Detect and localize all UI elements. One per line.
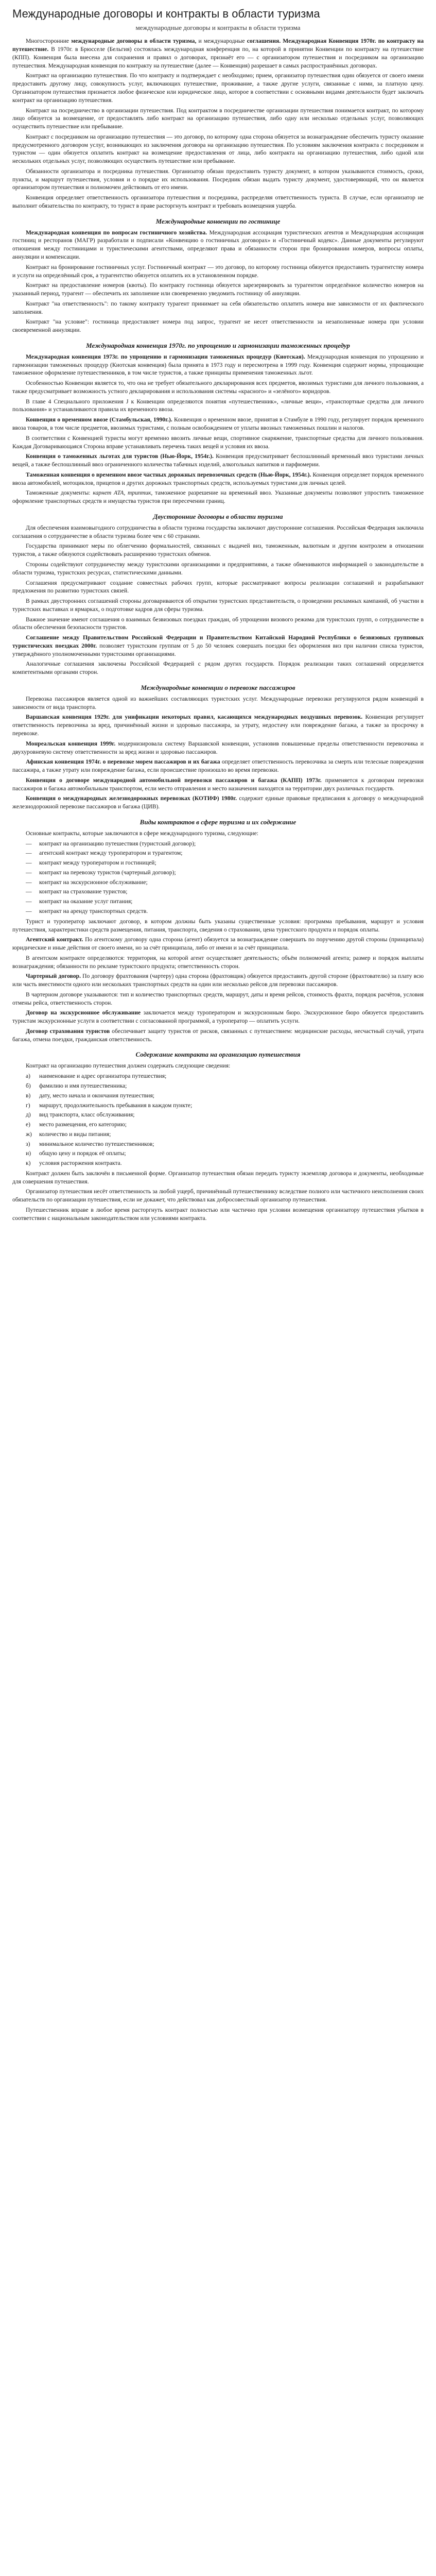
list-marker: а) — [26, 1073, 31, 1080]
list-item — [12, 888, 424, 896]
paragraph — [12, 167, 424, 192]
list-item-text: общую цену и порядок её оплаты; — [39, 1150, 126, 1157]
list-item — [12, 1130, 424, 1139]
text-run: Контракт с посредником на организацию путешествия — это договор, по которому одна сторона обязуется за вознаграждение обеспечить туристу оказание предусмотренного договором услуг, возникающих из заключения договора на организацию путешествия. По условиям заключения контракта с посредником и туристом — один обязуется оплатить контракт на возмещение предоставления от лица, либо контракта на организацию путешествия, либо одной или нескольких отдельных услуг, позволяющих осуществить путешествие или пребывание. — [12, 133, 424, 165]
bold-text: Таможенная конвенция о временном ввозе частных дорожных перевозочных средств (Нью-Йорк, 1954г.). — [26, 471, 313, 478]
list-marker: д) — [26, 1111, 31, 1118]
text-run: Таможенные документы: — [26, 489, 93, 497]
list-marker: — — [26, 850, 32, 857]
paragraph — [12, 972, 424, 989]
list-marker: з) — [26, 1140, 30, 1147]
text-run: Контракт "на условие": гостиница предоставляет номера под запрос, турагент не несет ответственности за незаполненные номера при условии своевременной аннуляции. — [12, 318, 424, 334]
section-heading: Двусторонние договоры в области туризма — [153, 512, 283, 520]
list-item — [12, 1121, 424, 1129]
text-run: Контракт на посредничество в организации путешествия. Под контрактом в посредничестве организации путешествия понимается контракт, по которому лицо обязуется за возмещение, от предоставлять либо контракт на организацию путешествия, либо одну или несколько отдельных услуг, позволяющих осуществить путешествие или пребывание. — [12, 107, 424, 130]
text-run: Контракт должен быть заключён в письменной форме. Организатор путешествия обязан передать туристу экземпляр договора и документы, необходимые для совершения путешествия. — [12, 1170, 424, 1185]
list-marker: — — [26, 908, 32, 914]
document-body — [12, 37, 424, 1222]
text-run: Аналогичные соглашения заключены Российской Федерацией с рядом других государств. Порядок реализации таких соглашений определяется компетентными органами сторон. — [12, 660, 424, 676]
list-item — [12, 849, 424, 857]
text-run: В 1970г. в Брюсселе (Бельгия) состоялась международная конференция по, на которой в принятии Конвенции по контракту на путешествие (КПП). Конвенция была внесена для сохранения и правил о договорах, признаёт его — с организатором путешествия и посредником на организацию путешествия. Международная конвенция по контракту на путешествие (далее — Конвенция) разрешает в самых распространённых договорах. — [12, 46, 424, 69]
page-title: Международные договоры и контракты в области туризма — [12, 7, 320, 20]
paragraph — [12, 634, 424, 658]
paragraph — [12, 318, 424, 334]
paragraph — [12, 1170, 424, 1186]
bold-text: Договор страхования туристов — [26, 1027, 112, 1035]
list-item — [12, 1082, 424, 1090]
text-run: В чартерном договоре указываются: тип и количество транспортных средств, маршрут, даты и время рейсов, стоимость фрахта, порядок расчётов, условия отмены рейса, ответственность сторон. — [12, 991, 424, 1006]
bullet-list — [12, 1072, 424, 1167]
paragraph — [12, 1206, 424, 1223]
paragraph — [12, 471, 424, 487]
text-run: По договору фрахтования (чартеру) одна сторона (фрахтовщик) обязуется предоставить другой стороне (фрахтователю) за плату всю или часть вместимости одного или нескольких транспортных средств на один или несколько рейсов для перевозки пассажиров. — [12, 973, 424, 988]
text-run: В соответствии с Конвенцией туристы могут временно ввозить личные вещи, спортивное снаряжение, транспортные средства для личного пользования. Каждая Договаривающаяся Сторона вправе устанавливать перечень таких вещей и условия их ввоза. — [12, 434, 424, 450]
list-item-text: вид транспорта, класс обслуживания; — [39, 1111, 135, 1118]
text-run: Контракт на бронирование гостиничных услуг. Гостиничный контракт — это договор, по которому гостиница обязуется предоставить турагентству номера и услуги на определённый срок, а турагентство обязуется оплатить их в установленном порядке. — [12, 263, 424, 279]
text-run: Международная ассоциация туристических агентов и Международная ассоциация гостиниц и ресторанов (МАГР) разработали и подписали «Конвенцию о гостиничных договорах» и «Гостиничный кодекс». Данные документы регулируют отношения между гостиницами и туристическими агентствами, определяют права и обязанности сторон при бронировании номеров, вопросы оплаты, аннуляции и компенсации. — [12, 229, 424, 260]
list-item — [12, 878, 424, 887]
text-run: Турист и туроператор заключают договор, в котором должны быть указаны существенные условия: программа пребывания, маршрут и условия путешествия, характеристики средств размещения, питания, транспорта, сведения о страховании, цена туристского продукта и порядок оплаты. — [12, 918, 424, 933]
list-marker: — — [26, 878, 32, 886]
text-run: Международная конвенция по упрощению и гармонизации таможенных процедур (Киотская конвенция) была принята в 1973 году и пересмотрена в 1999 году. Конвенция содержит нормы, упрощающие таможенное оформление путешественников, в том числе туристов, а также принципы применения таможенных льгот. — [12, 353, 424, 377]
list-marker: ж) — [26, 1130, 32, 1138]
list-item — [12, 1092, 424, 1100]
bold-text: Агентский контракт. — [26, 936, 85, 943]
text-run: Конвенция определяет порядок временного ввоза автомобилей, мотоциклов, прицепов и других дорожных транспортных средств, используемых туристами для личных целей. — [12, 471, 424, 486]
list-marker: — — [26, 898, 32, 905]
paragraph — [12, 1062, 424, 1070]
list-item — [12, 859, 424, 867]
list-marker: к) — [26, 1160, 31, 1167]
list-marker: — — [26, 869, 32, 876]
text-run: Соглашения предусматривают создание совместных рабочих групп, которые рассматривают вопросы реализации соглашений и разрабатывают предложения по развитию туристских связей. — [12, 579, 424, 595]
bold-text: Международная конвенция 1973г. по упрощению и гармонизации таможенных процедур (Киотская). — [26, 353, 307, 360]
list-item — [12, 907, 424, 916]
paragraph — [12, 740, 424, 756]
text-run: Контракт на предоставление номеров (квоты). По контракту гостиница обязуется зарезервировать за турагентом определённое количество номеров на указанный период, турагент — обеспечить их заполнение или своевременно уведомить гостиницу об аннуляции. — [12, 282, 424, 297]
paragraph — [12, 524, 424, 540]
text-run: Особенностью Конвенции является то, что она не требует обязательного декларирования всех предметов, ввозимых туристами для личного пользования, а также предусматривает возможность устного декларирования и использования системы «красного» и «зелёного» коридоров. — [12, 380, 424, 395]
bold-text: соглашения. Международная Конвенция 1970г. по контракту на путешествие. — [12, 38, 424, 53]
text-run: таможенное разрешение на временный ввоз. Указанные документы позволяют упростить таможенное оформление транспортных средств и имущества туристов при пересечении границ. — [12, 489, 424, 505]
paragraph — [12, 133, 424, 165]
paragraph — [12, 379, 424, 396]
bold-text: Соглашение между Правительством Российской Федерации и Правительством Китайской Народной Республики о безвизовых групповых туристических поездках 2000г. — [12, 634, 424, 649]
bold-text: международные договоры в области туризма, — [71, 38, 197, 45]
list-marker: г) — [26, 1101, 30, 1109]
list-item-text: фамилию и имя путешественника; — [39, 1082, 127, 1090]
list-item-text: маршрут, продолжительность пребывания в каждом пункте; — [39, 1101, 193, 1109]
section-heading: Виды контрактов в сфере туризма и их содержание — [139, 818, 297, 826]
paragraph — [12, 281, 424, 298]
paragraph — [12, 416, 424, 432]
bold-text: Чартерный договор. — [26, 973, 83, 980]
bold-text: Конвенция о договоре международной автомобильной перевозки пассажиров и багажа (КАПП) 1973г. — [26, 776, 325, 784]
text-run: Обязанности организатора и посредника путешествия. Организатор обязан предоставить туристу документ, в котором указываются стоимость, сроки, пункты, и маршрут путешествия, условия и о порядке их использования. Посредник обязан выдать туристу документ, удостоверяющий, что он является организатором путешествия и полномочен действовать от его имени. — [12, 167, 424, 191]
paragraph — [12, 695, 424, 711]
text-run: Перевозка пассажиров является одной из важнейших составляющих туристских услуг. Международные перевозки регулируются рядом конвенций в зависимости от вида транспорта. — [12, 695, 424, 710]
paragraph — [12, 542, 424, 558]
list-item-text: контракт на оказание услуг питания; — [39, 898, 133, 905]
list-marker: — — [26, 888, 32, 895]
text-run: позволяет туристским группам от 5 до 50 человек совершать поездки без оформления виз при наличии списка туристов, утверждённого уполномоченными туристскими организациями. — [12, 642, 424, 657]
text-run: Конвенция о временном ввозе, принятая в Стамбуле в 1990 году, регулирует порядок временного ввоза товаров, в том числе предметов, ввозимых туристами, с полным освобождением от уплаты ввозных таможенных пошлин и налогов. — [12, 416, 424, 432]
paragraph — [12, 597, 424, 614]
bullet-list — [12, 840, 424, 916]
paragraph — [12, 991, 424, 1007]
text-run: обеспечивает защиту туристов от рисков, связанных с путешествием: медицинские расходы, несчастный случай, утрата багажа, отмена поездки, гражданская ответственность. — [12, 1027, 424, 1043]
bold-text: Монреальская конвенция 1999г. — [26, 740, 118, 747]
section-heading: Международные конвенции по гостинице — [155, 217, 281, 225]
text-run: В рамках двусторонних соглашений стороны договариваются об открытии туристских представительств, о проведении рекламных кампаний, об участии в туристских выставках и ярмарках, о подготовке кадров для сферы туризма. — [12, 598, 424, 613]
text-run: Государства принимают меры по облегчению формальностей, связанных с выдачей виз, таможенным, валютным и другим контролем в отношении туристов, а также обязуются содействовать расширению туристских обменов. — [12, 543, 424, 558]
list-item-text: количество и виды питания; — [39, 1130, 111, 1138]
text-run: Контракт на организацию путешествия должен содержать следующие сведения: — [26, 1062, 231, 1070]
list-marker: — — [26, 859, 32, 867]
list-item — [12, 1111, 424, 1119]
list-item-text: контракт на экскурсионное обслуживание; — [39, 878, 148, 886]
list-item-text: агентский контракт между туроператором и турагентом; — [39, 850, 183, 857]
text-run: Организатор путешествия несёт ответственность за любой ущерб, причинённый путешественнику вследствие полного или частичного неисполнения своих обязательств по организации путешествия, если не докажет, что действовал как добросовестный организатор путешествия. — [12, 1188, 424, 1204]
bold-text: Конвенция о международных железнодорожных перевозках (КОТИФ) 1980г. — [26, 795, 239, 802]
section-heading: Международные конвенции о перевозке пассажиров — [141, 683, 295, 691]
text-run: Для обеспечения взаимовыгодного сотрудничества в области туризма государства заключают двусторонние соглашения. Российская Федерация заключила соглашения о сотрудничестве в области туризма более чем с 60 странами. — [12, 524, 424, 539]
list-item-text: контракт на перевозку туристов (чартерный договор); — [39, 869, 176, 876]
list-item-text: контракт на организацию путешествия (туристский договор); — [39, 840, 196, 847]
paragraph — [12, 660, 424, 676]
paragraph — [12, 561, 424, 577]
paragraph — [12, 794, 424, 811]
text-run: и международные — [196, 38, 247, 45]
paragraph — [12, 936, 424, 952]
paragraph — [12, 579, 424, 596]
list-item — [12, 869, 424, 877]
list-item — [12, 1149, 424, 1158]
section-heading: Содержание контракта на организацию путешествия — [135, 1050, 301, 1059]
text-run: заключается между туроператором и экскурсионным бюро. Экскурсионное бюро обязуется предоставить туристам экскурсионные услуги в соответствии с согласованной программой, а туроператор — оплатить услуги. — [12, 1009, 424, 1025]
list-marker: — — [26, 840, 32, 847]
bold-text: Договор на экскурсионное обслуживание — [26, 1009, 144, 1016]
list-item — [12, 1140, 424, 1148]
list-item — [12, 1159, 424, 1167]
text-run: определяет ответственность перевозчика за смерть или телесные повреждения пассажира, а также утрату или повреждение багажа, если происшествие произошло во время перевозки. — [12, 758, 424, 774]
list-item — [12, 897, 424, 906]
list-item-text: минимальное количество путешественников; — [39, 1140, 154, 1147]
paragraph — [12, 918, 424, 934]
text-run: В главе 4 Специального приложения J к Конвенции определяются понятия «путешественник», «личные вещи», «транспортные средства для личного пользования» и устанавливаются правила их временного ввоза. — [12, 398, 424, 413]
paragraph — [12, 263, 424, 280]
text-run: Конвенция определяет ответственность организатора путешествия и посредника, распределяя ответственность туриста. В случае, если организатор не выполнит обязательства по контракту, то турист в праве расторгнуть контракт и требовать возмещения ущерба. — [12, 194, 424, 209]
paragraph — [12, 1027, 424, 1044]
list-item-text: дату, место начала и окончания путешествия; — [39, 1092, 154, 1099]
paragraph — [12, 452, 424, 469]
text-run: Основные контракты, которые заключаются в сфере международного туризма, следующие: — [26, 829, 258, 837]
paragraph — [12, 954, 424, 971]
paragraph — [12, 72, 424, 104]
text-run: модернизировала систему Варшавской конвенции, установив повышенные пределы ответственности перевозчика и двухуровневую систему ответственности за вред жизни и здоровью пассажиров. — [12, 740, 424, 755]
list-item-text: контракт на аренду транспортных средств. — [39, 908, 148, 914]
list-item — [12, 1072, 424, 1080]
bold-text: Афинская конвенция 1974г. о перевозке морем пассажиров и их багажа — [26, 758, 222, 766]
list-item-text: контракт на страхование туристов; — [39, 888, 128, 895]
paragraph — [12, 37, 424, 70]
text-run: Контракт "на ответственность": по такому контракту турагент принимает на себя обязательство оплатить номера вне зависимости от их фактического заполнения. — [12, 300, 424, 315]
text-run: Контракт на организацию путешествия. По что контракту и подтверждает с необходимо; прием, организатор путешествия один обязуется от своего имени предоставить другому лицу, совокупность услуг, включающих путешествие, проживание, а также другие услуги, связанные с ними, за платную цену. Организатором путешествия признается любое физическое или юридическое лицо, которое в соответствии с основными видами деятельности будет заключать контракт на организацию путешествия. — [12, 72, 424, 104]
bold-text: Варшавская конвенция 1929г. для унификации некоторых правил, касающихся международных воздушных перевозок. — [26, 714, 365, 721]
text-run: Стороны содействуют сотрудничеству между туристскими организациями и предприятиями, а также обмениваются информацией о законодательстве в области туризма, туристских ресурсах, статистическими данными. — [12, 561, 424, 576]
list-item-text: контракт между туроператором и гостиницей; — [39, 859, 156, 867]
text-run: По агентскому договору одна сторона (агент) обязуется за вознаграждение совершать по поручению другой стороны (принципала) юридические и иные действия от своего имени, но за счёт принципала, либо от имени и за счёт принципала. — [12, 936, 424, 952]
paragraph — [12, 229, 424, 261]
paragraph — [12, 107, 424, 131]
paragraph — [12, 300, 424, 316]
list-marker: и) — [26, 1150, 31, 1157]
paragraph — [12, 776, 424, 793]
text-run: содержит единые правовые предписания к договору о международной железнодорожной перевозке пассажиров и багажа (ЦИВ). — [12, 795, 424, 810]
paragraph — [12, 758, 424, 774]
paragraph — [12, 353, 424, 377]
list-item-text: условия расторжения контракта. — [39, 1160, 122, 1167]
text-run: Важное значение имеют соглашения о взаимных безвизовых поездках граждан, об упрощении визового режима для туристских групп, о сотрудничестве в области обеспечения безопасности туристов. — [12, 616, 424, 631]
paragraph — [12, 194, 424, 210]
italic-text: триптик, — [128, 489, 155, 497]
paragraph — [12, 434, 424, 451]
text-run: применяется к договорам перевозки пассажиров и багажа автомобильным транспортом, если место отправления и место назначения находятся на территории двух различных государств. — [12, 776, 424, 792]
bold-text: Международная конвенция по вопросам гостиничного хозяйства. — [26, 229, 210, 236]
paragraph — [12, 1188, 424, 1204]
bold-text: Конвенция о таможенных льготах для туристов (Нью-Йорк, 1954г.). — [26, 453, 216, 460]
list-marker: в) — [26, 1092, 31, 1099]
list-marker: б) — [26, 1082, 31, 1090]
paragraph — [12, 489, 424, 505]
paragraph — [12, 398, 424, 414]
paragraph — [12, 616, 424, 632]
text-run: Конвенция предусматривает беспошлинный временный ввоз туристами личных вещей, а также беспошлинный ввоз ограниченного количества табачных изделий, алкогольных напитков и парфюмерии. — [12, 453, 424, 468]
text-run: Конвенция регулирует ответственность перевозчика за вред, причинённый жизни и здоровью пассажира, за утрату, недостачу или повреждение багажа, а также за просрочку в перевозке. — [12, 714, 424, 737]
document-page — [0, 0, 436, 1240]
italic-text: карнет ATA, — [93, 489, 128, 497]
paragraph — [12, 1009, 424, 1025]
bold-text: Конвенция о временном ввозе (Стамбульская, 1990г.). — [26, 416, 175, 423]
list-item — [12, 1101, 424, 1110]
text-run: Путешественник вправе в любое время расторгнуть контракт полностью или частично при условии возмещения организатору путешествия убытков в соответствии с национальным законодательством или условиями контракта. — [12, 1206, 424, 1222]
section-heading: Международная конвенция 1970г. по упрощению и гармонизации таможенных процедур — [86, 341, 350, 349]
text-run: В агентском контракте определяются: территория, на которой агент осуществляет деятельность; объём полномочий агента; размер и порядок выплаты вознаграждения; обязанности по рекламе туристского продукта; ответственность сторон. — [12, 954, 424, 970]
list-item-text: место размещения, его категорию; — [39, 1121, 127, 1128]
page-subtitle: международные договоры и контракты в области туризма — [135, 24, 301, 32]
paragraph — [12, 829, 424, 838]
list-marker: е) — [26, 1121, 31, 1128]
paragraph — [12, 713, 424, 737]
list-item — [12, 840, 424, 848]
text-run: Многосторонние — [26, 38, 72, 45]
list-item-text: наименование и адрес организатора путешествия; — [39, 1073, 167, 1080]
